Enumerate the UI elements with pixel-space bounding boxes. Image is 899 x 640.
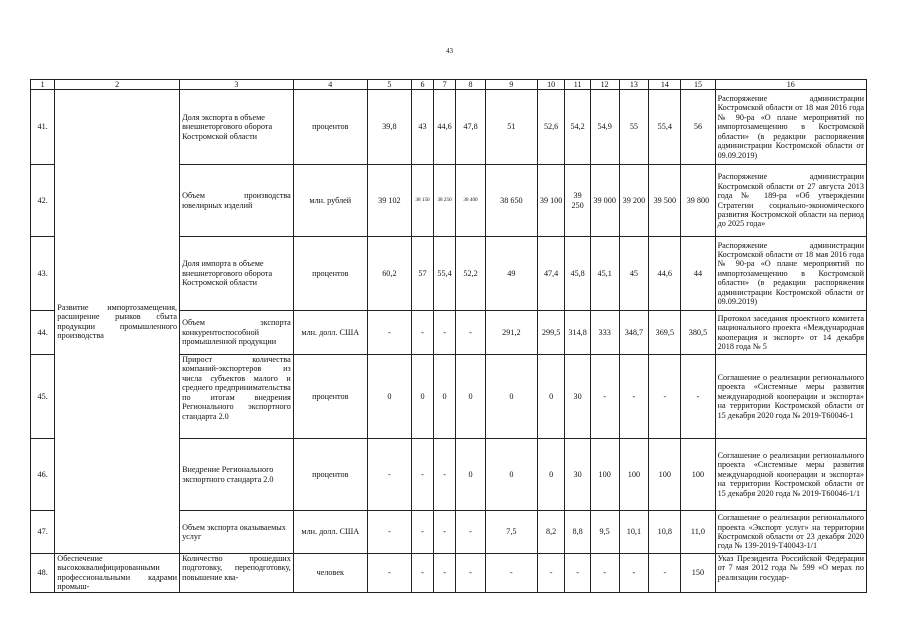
unit: млн. долл. США xyxy=(293,311,367,355)
table-row xyxy=(31,554,867,593)
value-cell: - xyxy=(367,439,411,511)
source-document: Распоряжение администрации Костромской области от 18 мая 2016 года № 90-ра «О плане мероприятий по импортозамещению в Костромской области» (в редакции распоряжения администрации Костромской области от 09.09.2019) xyxy=(715,237,866,311)
value-cell: 0 xyxy=(485,439,537,511)
value-cell: - xyxy=(411,439,433,511)
value-cell: 0 xyxy=(485,355,537,439)
value-cell: - xyxy=(649,554,681,593)
source-document: Соглашение о реализации регионального проекта «Системные меры развития международной кооперации и экспорта» на территории Костромской области от 15 декабря 2020 года № 2019-Т60046-1 xyxy=(715,355,866,439)
source-document: Соглашение о реализации регионального проекта «Экспорт услуг» на территории Костромской области от 23 декабря 2020 года № 139-2019-Т40043-1/1 xyxy=(715,511,866,554)
value-cell: - xyxy=(434,311,456,355)
row-number: 41. xyxy=(31,90,55,165)
value-cell: - xyxy=(649,355,681,439)
value-cell: 38 400 xyxy=(456,165,486,237)
value-cell: 47,4 xyxy=(537,237,565,311)
column-header: 4 xyxy=(293,80,367,90)
unit: млн. долл. США xyxy=(293,511,367,554)
value-cell: 52,6 xyxy=(537,90,565,165)
column-header-row xyxy=(31,80,867,90)
value-cell: 47,8 xyxy=(456,90,486,165)
indicator-name: Объем производства ювелирных изделий xyxy=(180,165,294,237)
value-cell: 0 xyxy=(456,439,486,511)
source-document: Распоряжение администрации Костромской области от 27 августа 2013 года № 189-ра «Об утверждении Стратегии социально-экономического развития Костромской области на период до 2025 года» xyxy=(715,165,866,237)
value-cell: - xyxy=(590,355,619,439)
value-cell: 8,8 xyxy=(565,511,590,554)
table-row xyxy=(31,90,867,165)
value-cell: 39 250 xyxy=(565,165,590,237)
row-number: 42. xyxy=(31,165,55,237)
source-document: Соглашение о реализации регионального проекта «Системные меры развития международной кооперации и экспорта» на территории Костромской области от 15 декабря 2020 года № 2019-Т60046-1/1 xyxy=(715,439,866,511)
source-document: Протокол заседания проектного комитета национального проекта «Международная кооперация и экспорт» от 14 декабря 2018 года № 5 xyxy=(715,311,866,355)
unit: процентов xyxy=(293,439,367,511)
value-cell: - xyxy=(411,311,433,355)
value-cell: - xyxy=(434,554,456,593)
value-cell: - xyxy=(590,554,619,593)
column-header: 2 xyxy=(55,80,180,90)
value-cell: - xyxy=(367,311,411,355)
column-header: 1 xyxy=(31,80,55,90)
value-cell: 380,5 xyxy=(681,311,715,355)
column-header: 7 xyxy=(434,80,456,90)
value-cell: - xyxy=(434,439,456,511)
value-cell: 49 xyxy=(485,237,537,311)
value-cell: - xyxy=(411,511,433,554)
value-cell: 38 650 xyxy=(485,165,537,237)
value-cell: 60,2 xyxy=(367,237,411,311)
value-cell: 54,2 xyxy=(565,90,590,165)
value-cell: 100 xyxy=(590,439,619,511)
value-cell: - xyxy=(681,355,715,439)
value-cell: 314,8 xyxy=(565,311,590,355)
value-cell: 43 xyxy=(411,90,433,165)
column-header: 10 xyxy=(537,80,565,90)
column-header: 5 xyxy=(367,80,411,90)
value-cell: 56 xyxy=(681,90,715,165)
value-cell: 52,2 xyxy=(456,237,486,311)
value-cell: 39,8 xyxy=(367,90,411,165)
value-cell: 39 200 xyxy=(619,165,649,237)
value-cell: 57 xyxy=(411,237,433,311)
value-cell: - xyxy=(367,554,411,593)
column-header: 16 xyxy=(715,80,866,90)
unit: человек xyxy=(293,554,367,593)
value-cell: 0 xyxy=(434,355,456,439)
column-header: 12 xyxy=(590,80,619,90)
value-cell: 39 102 xyxy=(367,165,411,237)
value-cell: - xyxy=(485,554,537,593)
column-header: 15 xyxy=(681,80,715,90)
value-cell: 39 800 xyxy=(681,165,715,237)
value-cell: 369,5 xyxy=(649,311,681,355)
column-header: 3 xyxy=(180,80,294,90)
value-cell: 11,0 xyxy=(681,511,715,554)
value-cell: 51 xyxy=(485,90,537,165)
value-cell: 39 500 xyxy=(649,165,681,237)
value-cell: 333 xyxy=(590,311,619,355)
value-cell: - xyxy=(456,511,486,554)
column-header: 9 xyxy=(485,80,537,90)
page-number: 43 xyxy=(446,47,453,55)
column-header: 8 xyxy=(456,80,486,90)
indicator-name: Количество прошедших подготовку, переподготовку, повышение ква- xyxy=(180,554,294,593)
row-number: 45. xyxy=(31,355,55,439)
unit: процентов xyxy=(293,237,367,311)
value-cell: - xyxy=(456,554,486,593)
column-header: 14 xyxy=(649,80,681,90)
indicator-name: Доля импорта в объеме внешнеторгового оборота Костромской области xyxy=(180,237,294,311)
value-cell: 45 xyxy=(619,237,649,311)
value-cell: 0 xyxy=(537,355,565,439)
value-cell: 10,8 xyxy=(649,511,681,554)
row-number: 47. xyxy=(31,511,55,554)
indicator-name: Объем экспорта оказываемых услуг xyxy=(180,511,294,554)
unit: млн. рублей xyxy=(293,165,367,237)
value-cell: 45,1 xyxy=(590,237,619,311)
value-cell: - xyxy=(619,554,649,593)
value-cell: 348,7 xyxy=(619,311,649,355)
value-cell: 0 xyxy=(411,355,433,439)
indicator-table xyxy=(30,79,867,593)
value-cell: - xyxy=(456,311,486,355)
row-number: 48. xyxy=(31,554,55,593)
value-cell: - xyxy=(537,554,565,593)
column-header: 6 xyxy=(411,80,433,90)
value-cell: 38 250 xyxy=(434,165,456,237)
indicator-name: Прирост количества компаний-экспортеров из числа субъектов малого и среднего предпринимательства по итогам внедрения Регионального экспортного стандарта 2.0 xyxy=(180,355,294,439)
row-number: 46. xyxy=(31,439,55,511)
value-cell: 10,1 xyxy=(619,511,649,554)
column-header: 13 xyxy=(619,80,649,90)
value-cell: 0 xyxy=(456,355,486,439)
value-cell: 44,6 xyxy=(434,90,456,165)
group-name: Обеспечение высококвалифицированными профессиональными кадрами промыш- xyxy=(55,554,180,593)
indicator-name: Доля экспорта в объеме внешнеторгового оборота Костромской области xyxy=(180,90,294,165)
unit: процентов xyxy=(293,90,367,165)
value-cell: 55 xyxy=(619,90,649,165)
value-cell: - xyxy=(619,355,649,439)
value-cell: 45,8 xyxy=(565,237,590,311)
row-number: 44. xyxy=(31,311,55,355)
unit: процентов xyxy=(293,355,367,439)
value-cell: 54,9 xyxy=(590,90,619,165)
group-name: Развитие импортозамещения, расширение рынков сбыта продукции промышленного производства xyxy=(55,90,180,554)
source-document: Указ Президента Российской Федерации от 7 мая 2012 года № 599 «О мерах по реализации государ- xyxy=(715,554,866,593)
value-cell: 150 xyxy=(681,554,715,593)
value-cell: 44 xyxy=(681,237,715,311)
value-cell: 0 xyxy=(367,355,411,439)
value-cell: 291,2 xyxy=(485,311,537,355)
value-cell: 30 xyxy=(565,439,590,511)
value-cell: 100 xyxy=(649,439,681,511)
value-cell: 100 xyxy=(619,439,649,511)
value-cell: 299,5 xyxy=(537,311,565,355)
source-document: Распоряжение администрации Костромской области от 18 мая 2016 года № 90-ра «О плане мероприятий по импортозамещению в Костромской области» (в редакции распоряжения администрации Костромской области от 09.09.2019) xyxy=(715,90,866,165)
value-cell: 9,5 xyxy=(590,511,619,554)
value-cell: - xyxy=(434,511,456,554)
value-cell: - xyxy=(411,554,433,593)
value-cell: 100 xyxy=(681,439,715,511)
row-number: 43. xyxy=(31,237,55,311)
value-cell: 44,6 xyxy=(649,237,681,311)
value-cell: 0 xyxy=(537,439,565,511)
value-cell: 55,4 xyxy=(649,90,681,165)
value-cell: 38 150 xyxy=(411,165,433,237)
indicator-name: Внедрение Регионального экспортного стандарта 2.0 xyxy=(180,439,294,511)
value-cell: - xyxy=(367,511,411,554)
value-cell: 55,4 xyxy=(434,237,456,311)
value-cell: 30 xyxy=(565,355,590,439)
value-cell: 8,2 xyxy=(537,511,565,554)
indicator-name: Объем экспорта конкурентоспособной промышленной продукции xyxy=(180,311,294,355)
column-header: 11 xyxy=(565,80,590,90)
value-cell: 7,5 xyxy=(485,511,537,554)
value-cell: - xyxy=(565,554,590,593)
value-cell: 39 100 xyxy=(537,165,565,237)
value-cell: 39 000 xyxy=(590,165,619,237)
